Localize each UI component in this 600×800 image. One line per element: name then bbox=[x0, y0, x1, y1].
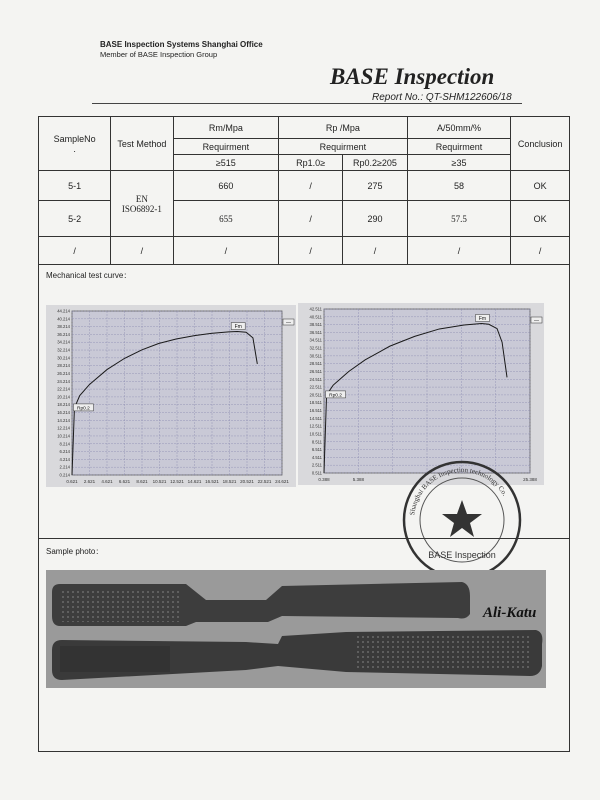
y-tick-label: 28.511 bbox=[309, 361, 322, 367]
y-tick-label: 44.214 bbox=[57, 308, 70, 314]
rp02-cell: / bbox=[343, 237, 408, 265]
y-tick-label: 10.214 bbox=[57, 433, 70, 439]
x-tick-label: 16.521 bbox=[205, 479, 219, 484]
y-tick-label: 20.214 bbox=[57, 394, 70, 400]
y-tick-label: 34.214 bbox=[57, 339, 70, 345]
fm-label: Fm bbox=[478, 315, 487, 322]
method-cell: EN ISO6892-1 bbox=[111, 171, 173, 237]
x-tick-label: 6.621 bbox=[118, 479, 131, 484]
y-tick-label: 2.511 bbox=[311, 462, 322, 468]
sample-photo bbox=[46, 570, 546, 688]
y-tick-label: 32.511 bbox=[309, 345, 322, 351]
y-tick-label: 12.214 bbox=[57, 425, 70, 431]
rp10-requirement: Rp1.0≥ bbox=[279, 155, 343, 171]
sample-cell: 5-1 bbox=[39, 171, 111, 201]
y-tick-label: 8.214 bbox=[59, 441, 70, 447]
y-tick-label: 40.214 bbox=[57, 316, 70, 322]
y-tick-label: 18.214 bbox=[57, 402, 70, 408]
y-tick-label: 28.214 bbox=[57, 363, 70, 369]
y-tick-label: 20.511 bbox=[309, 392, 322, 398]
y-tick-label: 0.214 bbox=[59, 472, 70, 478]
inspection-stamp bbox=[400, 458, 524, 582]
method-cell: / bbox=[111, 237, 173, 265]
y-tick-label: 16.511 bbox=[309, 408, 322, 414]
rm-cell: / bbox=[173, 237, 279, 265]
x-tick-label: 22.521 bbox=[257, 479, 272, 484]
y-tick-label: 6.511 bbox=[311, 447, 322, 453]
table-row bbox=[39, 171, 570, 201]
a-cell: 58 bbox=[407, 171, 511, 201]
y-tick-label: 16.214 bbox=[57, 410, 70, 416]
y-tick-label: 14.511 bbox=[309, 415, 322, 421]
x-tick-label: 25.388 bbox=[523, 477, 537, 482]
org-name: BASE Inspection Systems Shanghai Office bbox=[100, 40, 263, 49]
y-tick-label: 30.511 bbox=[309, 353, 322, 359]
y-tick-label: 12.511 bbox=[309, 423, 322, 429]
x-tick-label: 0.621 bbox=[66, 479, 78, 484]
rm-requirement-label: Requirment bbox=[173, 139, 279, 155]
a-cell: / bbox=[407, 237, 511, 265]
y-tick-label: 4.214 bbox=[59, 456, 70, 462]
y-tick-label: 38.511 bbox=[309, 322, 322, 328]
y-tick-label: 40.511 bbox=[309, 314, 322, 320]
x-tick-label: 5.388 bbox=[352, 477, 364, 482]
col-rm-header: Rm/Mpa bbox=[173, 117, 279, 139]
y-tick-label: 18.511 bbox=[309, 400, 322, 406]
table-row bbox=[39, 237, 570, 265]
brand-title: BASE Inspection bbox=[330, 64, 495, 89]
rp-label: Rp0.2 bbox=[329, 393, 342, 399]
y-tick-label: 32.214 bbox=[57, 347, 70, 353]
svg-text:BASE Inspection: BASE Inspection bbox=[428, 550, 496, 560]
fm-label: Fm bbox=[234, 324, 242, 331]
x-tick-label: 8.621 bbox=[136, 479, 148, 484]
sample-cell: 5-2 bbox=[39, 201, 111, 237]
y-tick-label: 2.214 bbox=[59, 464, 70, 470]
y-tick-label: 10.511 bbox=[309, 431, 322, 437]
curve-section-label: Mechanical test curve： bbox=[46, 271, 132, 280]
section-divider bbox=[38, 538, 570, 539]
x-tick-label: 4.621 bbox=[101, 479, 113, 484]
report-number: Report No.: QT-SHM122606/18 bbox=[372, 92, 512, 103]
a-requirement: ≥35 bbox=[407, 155, 511, 171]
x-tick-label: 20.521 bbox=[240, 479, 254, 484]
conclusion-cell: / bbox=[511, 237, 570, 265]
x-tick-label: 10.521 bbox=[152, 479, 167, 484]
rp-label: Rp0.2 bbox=[77, 406, 90, 412]
y-tick-label: 36.511 bbox=[309, 329, 322, 335]
y-tick-label: 30.214 bbox=[57, 355, 70, 361]
y-tick-label: 24.214 bbox=[57, 378, 70, 384]
col-rp-header: Rp /Mpa bbox=[279, 117, 408, 139]
a-requirement-label: Requirment bbox=[407, 139, 511, 155]
photo-section-label: Sample photo： bbox=[46, 547, 104, 556]
y-tick-label: 4.511 bbox=[311, 454, 322, 460]
rm-requirement: ≥515 bbox=[173, 155, 279, 171]
rm-cell: 660 bbox=[173, 171, 279, 201]
y-tick-label: 22.511 bbox=[309, 384, 322, 390]
svg-text:Shanghai BASE Inspection techn: Shanghai BASE Inspection technology Co. bbox=[408, 465, 509, 516]
x-tick-label: 2.621 bbox=[83, 479, 96, 484]
y-tick-label: 14.214 bbox=[57, 417, 70, 423]
x-tick-label: 14.621 bbox=[187, 479, 202, 484]
sample-cell: / bbox=[39, 237, 111, 265]
rp-requirement-label: Requirment bbox=[279, 139, 408, 155]
rp10-cell: / bbox=[279, 171, 343, 201]
y-tick-label: 8.511 bbox=[311, 439, 322, 445]
rp10-cell: / bbox=[279, 237, 343, 265]
col-a-header: A/50mm/% bbox=[407, 117, 511, 139]
y-tick-label: 42.511 bbox=[309, 306, 322, 312]
legend-label: — bbox=[534, 318, 539, 324]
signature: Ali-Katu bbox=[483, 605, 537, 621]
y-tick-label: 36.214 bbox=[57, 331, 70, 337]
results-table bbox=[38, 116, 570, 265]
rp02-cell: 290 bbox=[343, 201, 408, 237]
y-tick-label: 38.214 bbox=[57, 324, 70, 330]
y-tick-label: 6.214 bbox=[59, 449, 70, 455]
col-method-header: Test Method bbox=[111, 117, 173, 171]
col-conclusion-header: Conclusion bbox=[511, 117, 570, 171]
x-tick-label: 24.621 bbox=[275, 479, 289, 484]
rp02-requirement: Rp0.2≥205 bbox=[343, 155, 408, 171]
org-member: Member of BASE Inspection Group bbox=[100, 50, 218, 59]
rp10-cell: / bbox=[279, 201, 343, 237]
y-tick-label: 26.214 bbox=[57, 370, 70, 376]
rp02-cell: 275 bbox=[343, 171, 408, 201]
y-tick-label: 0.511 bbox=[311, 470, 322, 476]
legend-label: — bbox=[286, 320, 291, 326]
a-cell: 57.5 bbox=[407, 201, 511, 237]
x-tick-label: 0.388 bbox=[318, 477, 330, 482]
conclusion-cell: OK bbox=[511, 201, 570, 237]
rm-cell: 655 bbox=[173, 201, 279, 237]
y-tick-label: 34.511 bbox=[309, 337, 322, 343]
x-tick-label: 12.521 bbox=[170, 479, 184, 484]
test-curve-chart-1 bbox=[46, 305, 296, 487]
conclusion-cell: OK bbox=[511, 171, 570, 201]
y-tick-label: 24.511 bbox=[309, 376, 322, 382]
header-rule bbox=[92, 103, 522, 104]
y-tick-label: 22.214 bbox=[57, 386, 70, 392]
x-tick-label: 18.521 bbox=[222, 479, 237, 484]
y-tick-label: 26.511 bbox=[309, 368, 322, 374]
col-sample-header: SampleNo . bbox=[39, 117, 111, 171]
